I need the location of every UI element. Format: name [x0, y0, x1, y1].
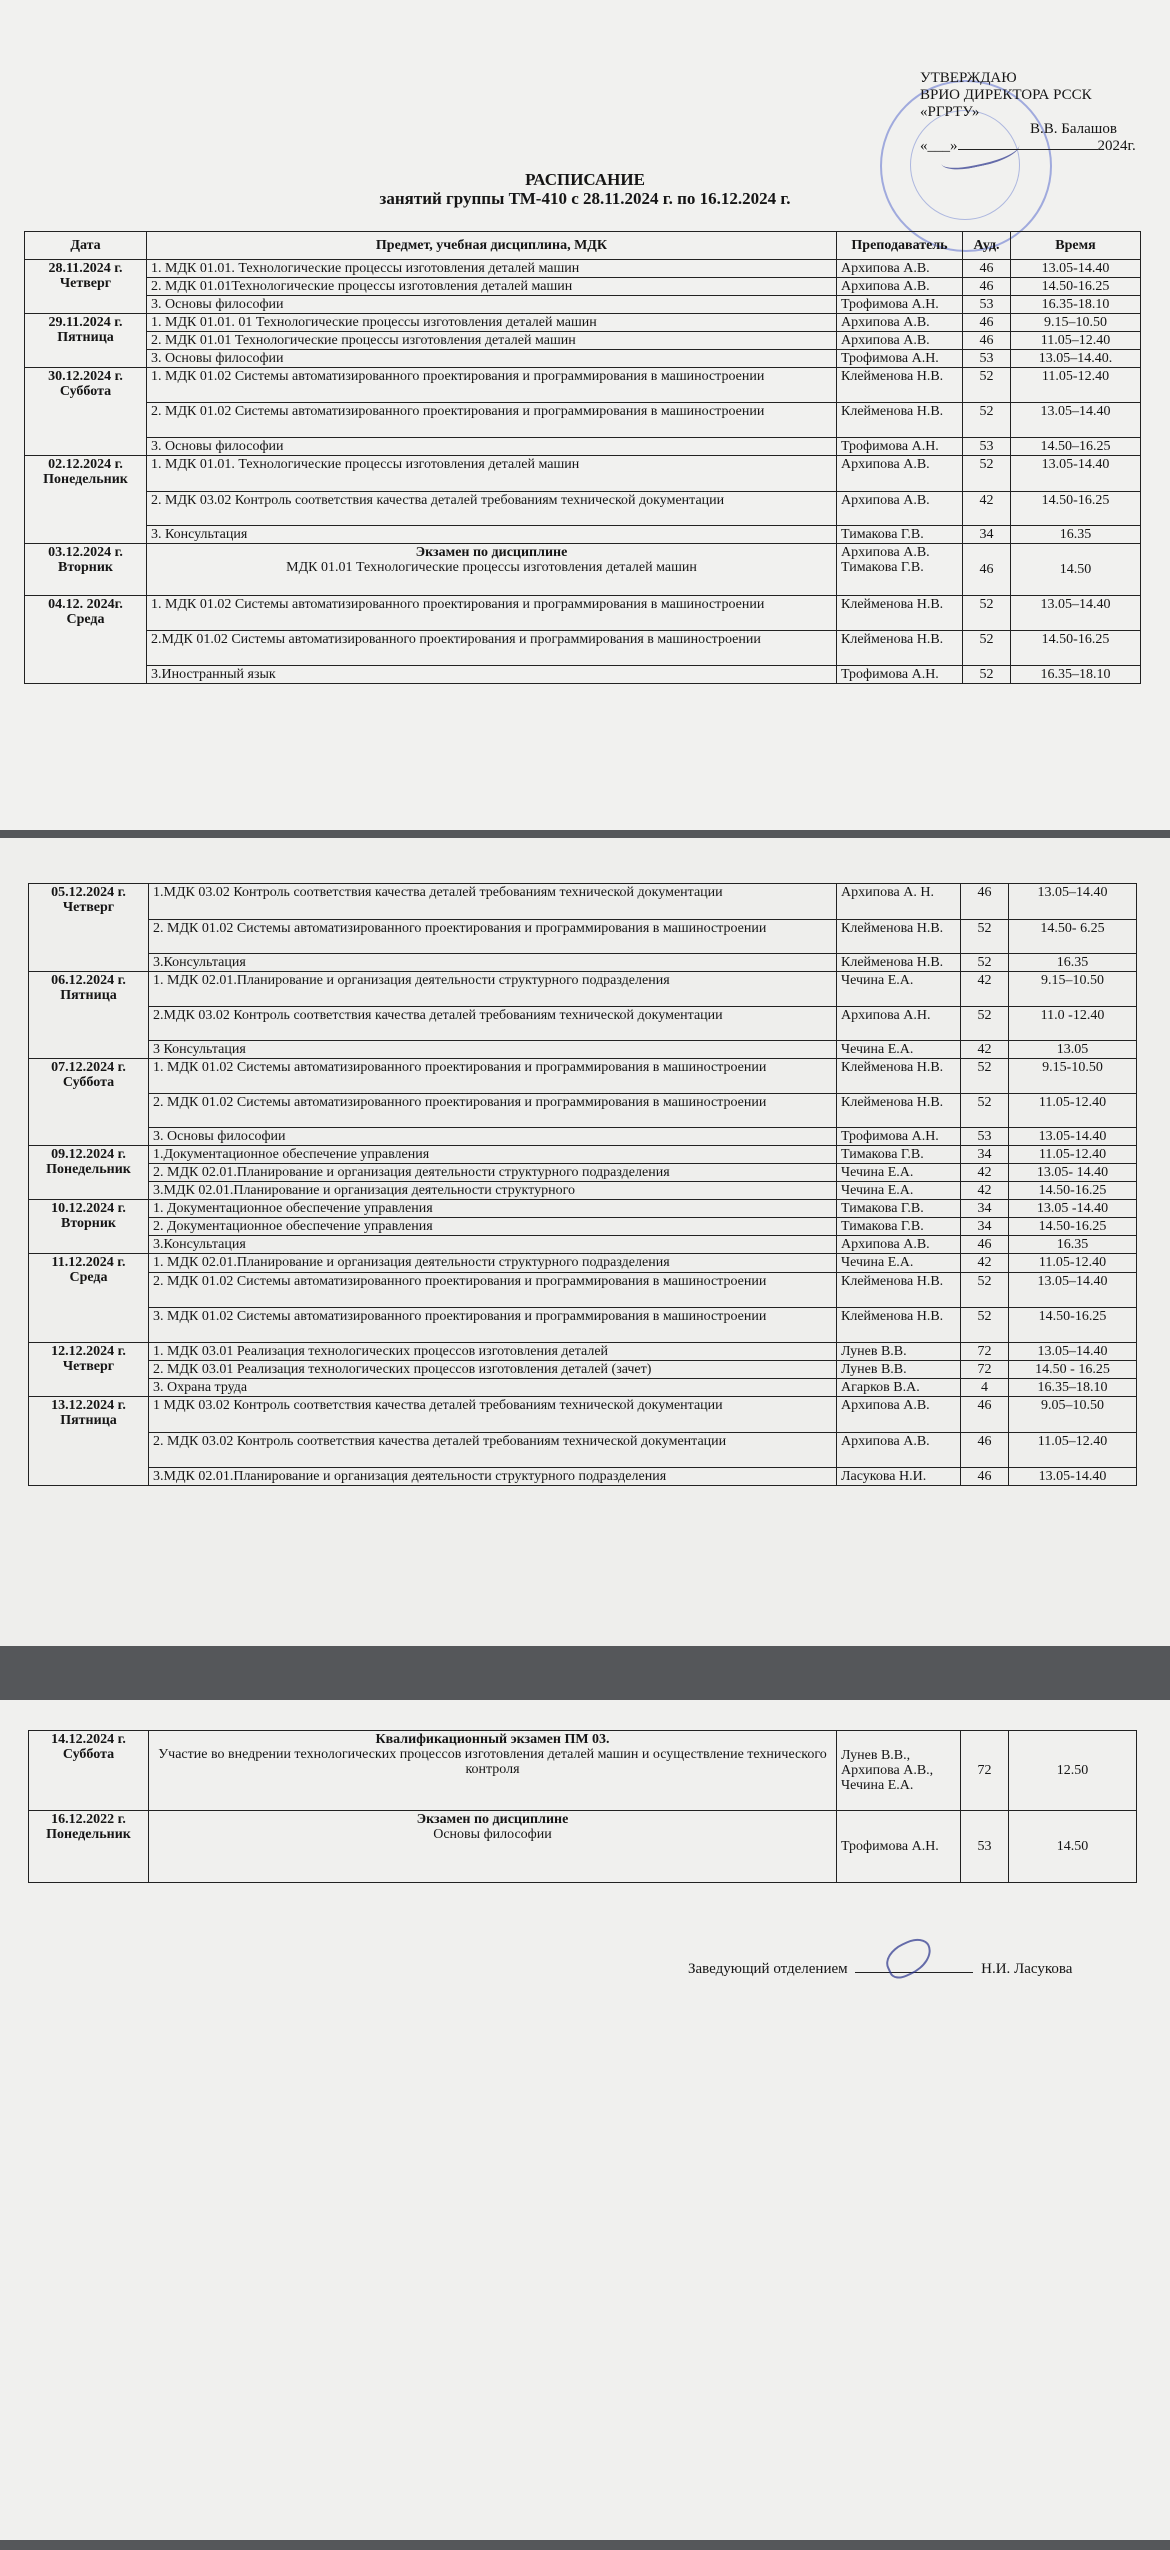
teacher-cell: Архипова А.В.: [837, 456, 963, 492]
page-3: [0, 1700, 1170, 2540]
approval-line: ВРИО ДИРЕКТОРА РССК: [920, 87, 1092, 103]
teacher-cell: Трофимова А.Н.: [837, 666, 963, 684]
date-text: 06.12.2024 г.: [51, 973, 126, 988]
time-cell: 9.15–10.50: [1011, 314, 1141, 332]
time-cell: 14.50-16.25: [1009, 1308, 1137, 1343]
table-row: [29, 920, 1137, 954]
weekday-text: Понедельник: [46, 1827, 131, 1842]
aud-cell: 46: [961, 1468, 1009, 1486]
teacher-cell: Архипова А.В.: [837, 278, 963, 296]
teacher-cell: Клейменова Н.В.: [837, 1273, 961, 1308]
weekday-text: Четверг: [59, 276, 112, 291]
aud-cell: 52: [963, 666, 1011, 684]
teacher-cell: Чечина Е.А.: [837, 972, 961, 1007]
teacher-cell: Трофимова А.Н.: [837, 350, 963, 368]
table-row: [29, 1236, 1137, 1254]
aud-cell: 52: [963, 403, 1011, 438]
time-cell: 13.05 -14.40: [1009, 1200, 1137, 1218]
teacher-cell: Архипова А.В.: [837, 260, 963, 278]
aud-cell: 34: [961, 1146, 1009, 1164]
aud-cell: 34: [961, 1200, 1009, 1218]
date-text: 14.12.2024 г.: [51, 1732, 126, 1747]
time-cell: 13.05-14.40: [1009, 1468, 1137, 1486]
aud-cell: 53: [961, 1811, 1009, 1883]
approval-line: «РГРТУ»: [920, 104, 980, 120]
subject-cell: 1. МДК 01.01. Технологические процессы изготовления деталей машин: [147, 260, 837, 278]
table-row: [29, 1273, 1137, 1308]
time-cell: 14.50: [1009, 1811, 1137, 1883]
subject-cell: 2. МДК 01.01Технологические процессы изготовления деталей машин: [147, 278, 837, 296]
subject-cell: 1. Документационное обеспечение управления: [149, 1200, 837, 1218]
date-text: 04.12. 2024г.: [48, 597, 123, 612]
table-row: [25, 260, 1141, 278]
table-row: [25, 492, 1141, 526]
teacher-cell: Клейменова Н.В.: [837, 368, 963, 403]
page-1: [0, 0, 1170, 830]
teacher-cell: Клейменова Н.В.: [837, 631, 963, 666]
date-cell: [29, 1811, 149, 1883]
table-row: [29, 1811, 1137, 1883]
teacher-cell: Тимакова Г.В.: [837, 1146, 961, 1164]
aud-cell: 53: [961, 1128, 1009, 1146]
aud-cell: 52: [961, 1094, 1009, 1128]
time-cell: 13.05-14.40: [1009, 1128, 1137, 1146]
teacher-name: Архипова А.В.: [841, 545, 930, 560]
table-row: [25, 403, 1141, 438]
time-cell: 11.05–12.40: [1009, 1433, 1137, 1468]
table-row: [29, 1379, 1137, 1397]
footer-label: Заведующий отделением: [688, 1961, 848, 1977]
date-cell: [29, 972, 149, 1059]
aud-cell: 52: [963, 368, 1011, 403]
teacher-cell: Агарков В.А.: [837, 1379, 961, 1397]
table-row: [25, 596, 1141, 631]
aud-cell: 72: [961, 1361, 1009, 1379]
table-row: [29, 1182, 1137, 1200]
table-row: [29, 1361, 1137, 1379]
date-cell: [29, 884, 149, 972]
subject-cell: 2. МДК 03.01 Реализация технологических процессов изготовления деталей (зачет): [149, 1361, 837, 1379]
teacher-cell: Клейменова Н.В.: [837, 954, 961, 972]
teacher-cell: Чечина Е.А.: [837, 1041, 961, 1059]
date-text: 10.12.2024 г.: [51, 1201, 126, 1216]
subject-cell: 2.МДК 01.02 Системы автоматизированного проектирования и программирования в машиностроении: [147, 631, 837, 666]
teacher-cell: Архипова А.В.: [837, 332, 963, 350]
header-aud: Ауд.: [963, 232, 1011, 260]
time-cell: 13.05–14.40: [1011, 403, 1141, 438]
date-cell: [25, 314, 147, 368]
table-row: [25, 350, 1141, 368]
aud-cell: 46: [963, 278, 1011, 296]
table-row: [29, 1094, 1137, 1128]
aud-cell: 46: [961, 884, 1009, 920]
date-text: 09.12.2024 г.: [51, 1147, 126, 1162]
time-cell: 13.05–14.40: [1009, 1273, 1137, 1308]
teacher-cell: Трофимова А.Н.: [837, 438, 963, 456]
time-cell: 14.50-16.25: [1009, 1218, 1137, 1236]
table-row: [25, 631, 1141, 666]
table-row: [25, 438, 1141, 456]
aud-cell: 72: [961, 1343, 1009, 1361]
teacher-cell: Чечина Е.А.: [837, 1254, 961, 1273]
date-text: 30.12.2024 г.: [48, 369, 123, 384]
time-cell: 11.05-12.40: [1009, 1254, 1137, 1273]
aud-cell: 46: [963, 260, 1011, 278]
time-cell: 16.35: [1009, 1236, 1137, 1254]
page-2: [0, 838, 1170, 1646]
time-cell: 14.50- 6.25: [1009, 920, 1137, 954]
table-row: [29, 884, 1137, 920]
time-cell: 14.50-16.25: [1011, 492, 1141, 526]
teacher-cell: Клейменова Н.В.: [837, 1094, 961, 1128]
date-text: 02.12.2024 г.: [48, 457, 123, 472]
table-row: [29, 1468, 1137, 1486]
aud-cell: 52: [963, 596, 1011, 631]
teacher-cell: Лунев В.В.: [837, 1361, 961, 1379]
date-text: 12.12.2024 г.: [51, 1344, 126, 1359]
table-row: [29, 1146, 1137, 1164]
subject-cell: 2. МДК 03.02 Контроль соответствия качества деталей требованиям технической документации: [149, 1433, 837, 1468]
header-subject: Предмет, учебная дисциплина, МДК: [147, 232, 837, 260]
approval-date-day: «___»: [920, 138, 958, 154]
aud-cell: 46: [963, 544, 1011, 596]
time-cell: 11.05–12.40: [1011, 332, 1141, 350]
weekday-text: Суббота: [62, 1075, 115, 1090]
subject-cell: 3. Основы философии: [147, 438, 837, 456]
weekday-text: Среда: [66, 612, 105, 627]
subject-cell: 1. МДК 01.02 Системы автоматизированного проектирования и программирования в машиностроении: [147, 596, 837, 631]
time-cell: 12.50: [1009, 1731, 1137, 1811]
table-row: [29, 1731, 1137, 1811]
aud-cell: 42: [961, 1254, 1009, 1273]
approval-date-year: 2024г.: [1097, 138, 1136, 154]
header-time: Время: [1011, 232, 1141, 260]
time-cell: 11.0 -12.40: [1009, 1007, 1137, 1041]
date-cell: [25, 456, 147, 544]
date-text: 29.11.2024 г.: [48, 315, 123, 330]
exam-title: Квалификационный экзамен ПМ 03.: [375, 1732, 610, 1747]
table-row: [29, 1200, 1137, 1218]
subject-cell: 2. МДК 01.02 Системы автоматизированного проектирования и программирования в машиностроении: [149, 920, 837, 954]
date-cell: [29, 1731, 149, 1811]
teacher-cell: Тимакова Г.В.: [837, 526, 963, 544]
time-cell: 9.15–10.50: [1009, 972, 1137, 1007]
header-teacher: Преподаватель: [837, 232, 963, 260]
weekday-text: Вторник: [60, 1216, 116, 1231]
time-cell: 16.35: [1009, 954, 1137, 972]
weekday-text: Вторник: [57, 560, 113, 575]
subject-cell: 1. МДК 01.01. 01 Технологические процессы изготовления деталей машин: [147, 314, 837, 332]
weekday-text: Пятница: [60, 988, 117, 1003]
date-cell: [29, 1146, 149, 1200]
subject-cell: 2. МДК 01.01 Технологические процессы изготовления деталей машин: [147, 332, 837, 350]
time-cell: 14.50-16.25: [1011, 278, 1141, 296]
date-text: 16.12.2022 г.: [51, 1812, 126, 1827]
teacher-cell: [837, 544, 963, 596]
aud-cell: 46: [963, 314, 1011, 332]
exam-cell: [149, 1731, 837, 1811]
table-row: [29, 1433, 1137, 1468]
subject-cell: 2. МДК 01.02 Системы автоматизированного проектирования и программирования в машиностроении: [149, 1094, 837, 1128]
aud-cell: 46: [963, 332, 1011, 350]
aud-cell: 72: [961, 1731, 1009, 1811]
date-cell: [25, 260, 147, 314]
title-subline: занятий группы ТМ-410 с 28.11.2024 г. по 16.12.2024 г.: [379, 189, 791, 208]
date-text: 13.12.2024 г.: [51, 1398, 126, 1413]
time-cell: 14.50-16.25: [1009, 1182, 1137, 1200]
schedule-table-3: [28, 1730, 1137, 1883]
table-row: [29, 1041, 1137, 1059]
subject-cell: 2.МДК 03.02 Контроль соответствия качества деталей требованиям технической документации: [149, 1007, 837, 1041]
aud-cell: 52: [961, 920, 1009, 954]
teacher-cell: Архипова А.В.: [837, 1236, 961, 1254]
aud-cell: 52: [961, 954, 1009, 972]
subject-cell: 1. МДК 03.01 Реализация технологических процессов изготовления деталей: [149, 1343, 837, 1361]
footer-signature: [688, 1958, 1072, 1978]
subject-cell: 2. МДК 01.02 Системы автоматизированного проектирования и программирования в машиностроении: [149, 1273, 837, 1308]
table-row: [29, 1164, 1137, 1182]
aud-cell: 46: [961, 1433, 1009, 1468]
subject-cell: 2. МДК 01.02 Системы автоматизированного проектирования и программирования в машиностроении: [147, 403, 837, 438]
time-cell: 13.05- 14.40: [1009, 1164, 1137, 1182]
aud-cell: 53: [963, 350, 1011, 368]
subject-cell: 1. МДК 02.01.Планирование и организация деятельности структурного подразделения: [149, 1254, 837, 1273]
weekday-text: Пятница: [57, 330, 114, 345]
document-title: [0, 170, 1170, 208]
weekday-text: Суббота: [59, 384, 112, 399]
teacher-cell: Чечина Е.А.: [837, 1182, 961, 1200]
exam-subject: МДК 01.01 Технологические процессы изготовления деталей машин: [286, 560, 697, 575]
table-row: [29, 954, 1137, 972]
date-cell: [29, 1254, 149, 1343]
aud-cell: 42: [961, 1164, 1009, 1182]
weekday-text: Суббота: [62, 1747, 115, 1762]
weekday-text: Пятница: [60, 1413, 117, 1428]
teacher-cell: Архипова А.В.: [837, 1397, 961, 1433]
time-cell: 14.50–16.25: [1011, 438, 1141, 456]
date-cell: [29, 1397, 149, 1486]
time-cell: 13.05–14.40.: [1011, 350, 1141, 368]
time-cell: 13.05–14.40: [1011, 596, 1141, 631]
exam-title: Экзамен по дисциплине: [416, 1812, 569, 1827]
date-cell: [29, 1200, 149, 1254]
table-row: [25, 544, 1141, 596]
subject-cell: 2. МДК 02.01.Планирование и организация деятельности структурного подразделения: [149, 1164, 837, 1182]
footer-name: Н.И. Ласукова: [981, 1961, 1073, 1977]
weekday-text: Среда: [69, 1270, 108, 1285]
time-cell: 11.05-12.40: [1009, 1146, 1137, 1164]
teacher-cell: Трофимова А.Н.: [837, 1128, 961, 1146]
teacher-cell: Лунев В.В.: [837, 1343, 961, 1361]
teacher-cell: Архипова А. Н.: [837, 884, 961, 920]
time-cell: 13.05–14.40: [1009, 1343, 1137, 1361]
weekday-text: Понедельник: [43, 472, 128, 487]
exam-cell: [147, 544, 837, 596]
approval-line: УТВЕРЖДАЮ: [920, 70, 1017, 86]
table-row: [29, 1308, 1137, 1343]
time-cell: 16.35: [1011, 526, 1141, 544]
header-date: Дата: [25, 232, 147, 260]
time-cell: 13.05-14.40: [1011, 260, 1141, 278]
time-cell: 14.50-16.25: [1011, 631, 1141, 666]
time-cell: 11.05-12.40: [1009, 1094, 1137, 1128]
subject-cell: 3.МДК 02.01.Планирование и организация деятельности структурного: [149, 1182, 837, 1200]
date-text: 11.12.2024 г.: [51, 1255, 126, 1270]
aud-cell: 53: [963, 438, 1011, 456]
exam-subject: Основы философии: [433, 1827, 552, 1842]
table-row: [25, 456, 1141, 492]
aud-cell: 52: [963, 456, 1011, 492]
time-cell: 13.05-14.40: [1011, 456, 1141, 492]
schedule-table-2: [28, 883, 1137, 1486]
date-text: 28.11.2024 г.: [48, 261, 123, 276]
table-row: [25, 314, 1141, 332]
teacher-cell: Лунев В.В., Архипова А.В., Чечина Е.А.: [837, 1731, 961, 1811]
subject-cell: 1 МДК 03.02 Контроль соответствия качества деталей требованиям технической документации: [149, 1397, 837, 1433]
approval-line: В.В. Балашов: [1030, 121, 1117, 137]
aud-cell: 52: [961, 1273, 1009, 1308]
table-row: [25, 526, 1141, 544]
aud-cell: 42: [961, 1182, 1009, 1200]
date-text: 05.12.2024 г.: [51, 885, 126, 900]
teacher-name: Тимакова Г.В.: [841, 560, 924, 575]
subject-cell: 3. Основы философии: [147, 296, 837, 314]
teacher-cell: Ласукова Н.И.: [837, 1468, 961, 1486]
subject-cell: 2. Документационное обеспечение управления: [149, 1218, 837, 1236]
date-cell: [25, 544, 147, 596]
teacher-cell: Трофимова А.Н.: [837, 1811, 961, 1883]
time-cell: 16.35-18.10: [1011, 296, 1141, 314]
time-cell: 13.05: [1009, 1041, 1137, 1059]
teacher-cell: Клейменова Н.В.: [837, 1059, 961, 1094]
time-cell: 13.05–14.40: [1009, 884, 1137, 920]
approval-block: [920, 70, 1136, 155]
table-row: [29, 972, 1137, 1007]
table-row: [29, 1218, 1137, 1236]
time-cell: 16.35–18.10: [1011, 666, 1141, 684]
table-row: [25, 278, 1141, 296]
time-cell: 14.50: [1011, 544, 1141, 596]
date-cell: [25, 596, 147, 684]
aud-cell: 53: [963, 296, 1011, 314]
aud-cell: 52: [961, 1007, 1009, 1041]
subject-cell: 3. Охрана труда: [149, 1379, 837, 1397]
table-header: [25, 232, 1141, 260]
weekday-text: Понедельник: [46, 1162, 131, 1177]
subject-cell: 1.Документационное обеспечение управления: [149, 1146, 837, 1164]
table-row: [29, 1254, 1137, 1273]
teacher-cell: Клейменова Н.В.: [837, 920, 961, 954]
aud-cell: 42: [963, 492, 1011, 526]
table-row: [29, 1128, 1137, 1146]
subject-cell: 3.Иностранный язык: [147, 666, 837, 684]
date-cell: [29, 1343, 149, 1397]
table-row: [25, 332, 1141, 350]
teacher-cell: Клейменова Н.В.: [837, 1308, 961, 1343]
time-cell: 9.15-10.50: [1009, 1059, 1137, 1094]
subject-cell: 3.Консультация: [149, 1236, 837, 1254]
time-cell: 11.05-12.40: [1011, 368, 1141, 403]
subject-cell: 3.МДК 02.01.Планирование и организация деятельности структурного подразделения: [149, 1468, 837, 1486]
teacher-cell: Архипова А.В.: [837, 314, 963, 332]
subject-cell: 1. МДК 01.02 Системы автоматизированного проектирования и программирования в машиностроении: [149, 1059, 837, 1094]
aud-cell: 46: [961, 1397, 1009, 1433]
subject-cell: 3. Основы философии: [147, 350, 837, 368]
subject-cell: 1. МДК 01.02 Системы автоматизированного проектирования и программирования в машиностроении: [147, 368, 837, 403]
subject-cell: 3. Основы философии: [149, 1128, 837, 1146]
aud-cell: 52: [961, 1308, 1009, 1343]
subject-cell: 2. МДК 03.02 Контроль соответствия качества деталей требованиям технической документации: [147, 492, 837, 526]
subject-cell: 1. МДК 01.01. Технологические процессы изготовления деталей машин: [147, 456, 837, 492]
date-text: 03.12.2024 г.: [48, 545, 123, 560]
date-cell: [25, 368, 147, 456]
aud-cell: 52: [961, 1059, 1009, 1094]
aud-cell: 34: [963, 526, 1011, 544]
aud-cell: 52: [963, 631, 1011, 666]
aud-cell: 34: [961, 1218, 1009, 1236]
teacher-cell: Архипова А.В.: [837, 492, 963, 526]
teacher-cell: Тимакова Г.В.: [837, 1200, 961, 1218]
table-row: [25, 368, 1141, 403]
subject-cell: 3.Консультация: [149, 954, 837, 972]
weekday-text: Четверг: [62, 900, 115, 915]
table-row: [25, 666, 1141, 684]
time-cell: 16.35–18.10: [1009, 1379, 1137, 1397]
aud-cell: 4: [961, 1379, 1009, 1397]
title-line: РАСПИСАНИЕ: [525, 170, 645, 189]
teacher-cell: Тимакова Г.В.: [837, 1218, 961, 1236]
subject-cell: 1. МДК 02.01.Планирование и организация деятельности структурного подразделения: [149, 972, 837, 1007]
table-row: [29, 1397, 1137, 1433]
exam-cell: [149, 1811, 837, 1883]
date-cell: [29, 1059, 149, 1146]
teacher-cell: Архипова А.Н.: [837, 1007, 961, 1041]
table-row: [29, 1343, 1137, 1361]
subject-cell: 3 Консультация: [149, 1041, 837, 1059]
schedule-table-1: [24, 231, 1141, 684]
teacher-cell: Трофимова А.Н.: [837, 296, 963, 314]
subject-cell: 1.МДК 03.02 Контроль соответствия качества деталей требованиям технической документации: [149, 884, 837, 920]
aud-cell: 42: [961, 972, 1009, 1007]
table-row: [29, 1007, 1137, 1041]
approval-date: [920, 138, 1136, 155]
exam-title: Экзамен по дисциплине: [415, 545, 568, 560]
aud-cell: 46: [961, 1236, 1009, 1254]
time-cell: 9.05–10.50: [1009, 1397, 1137, 1433]
weekday-text: Четверг: [62, 1359, 115, 1374]
subject-cell: 3. Консультация: [147, 526, 837, 544]
subject-cell: 3. МДК 01.02 Системы автоматизированного проектирования и программирования в машиностроении: [149, 1308, 837, 1343]
exam-subject: Участие во внедрении технологических процессов изготовления деталей машин и осуществление технического контроля: [158, 1747, 827, 1777]
date-text: 07.12.2024 г.: [51, 1060, 126, 1075]
table-row: [25, 296, 1141, 314]
time-cell: 14.50 - 16.25: [1009, 1361, 1137, 1379]
teacher-cell: Клейменова Н.В.: [837, 596, 963, 631]
teacher-cell: Чечина Е.А.: [837, 1164, 961, 1182]
table-row: [29, 1059, 1137, 1094]
teacher-cell: Клейменова Н.В.: [837, 403, 963, 438]
teacher-cell: Архипова А.В.: [837, 1433, 961, 1468]
aud-cell: 42: [961, 1041, 1009, 1059]
